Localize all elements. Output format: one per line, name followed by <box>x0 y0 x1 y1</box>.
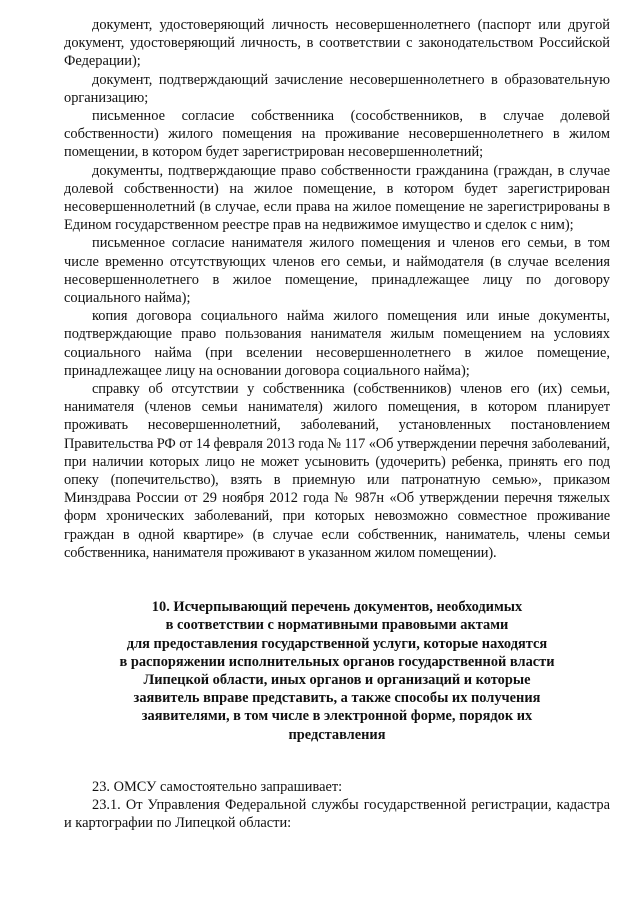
clause-23-1: 23.1. От Управления Федеральной службы государственной регистрации, кадастра и картографии по Липецкой области: <box>64 796 610 832</box>
heading-line: в соответствии с нормативными правовыми актами <box>165 617 509 634</box>
list-item-owner-consent: письменное согласие собственника (сособственников, в случае долевой собственности) жилого помещения на проживание несовершеннолетнего в жилом помещении, в котором будет зарегистрирован несовершеннолетний; <box>64 108 610 161</box>
list-item-tenant-consent: письменное согласие нанимателя жилого помещения и членов его семьи, в том числе временно отсутствующих членов его семьи, и наймодателя (в случае вселения несовершеннолетнего в жилое помещение, принадлежащее лицу по договору социального найма); <box>64 235 610 307</box>
list-item-ownership-documents: документы, подтверждающие право собственности гражданина (граждан, в случае долевой собственности) на жилое помещение, в котором будет зарегистрирован несовершеннолетний (в случае, если права на жилое помещение не зарегистрированы в Едином государственном реестре прав на недвижимое имущество и сделок с ним); <box>64 162 610 234</box>
heading-line: заявителями, в том числе в электронной форме, порядок их <box>141 708 533 725</box>
heading-line: для предоставления государственной услуги, которые находятся <box>126 635 548 652</box>
section-heading <box>64 598 610 744</box>
list-item-health-certificate: справку об отсутствии у собственника (собственников) членов его (их) семьи, нанимателя (членов семьи нанимателя) жилого помещения, в котором планирует проживать несовершеннолетний, заболеваний, установленных постановлением Правительства РФ от 14 февраля 2013 года № 117 «Об утверждении перечня заболеваний, при наличии которых лицо не может усыновить (удочерить) ребенка, принять его под опеку (попечительство), взять в приемную или патронатную семью», приказом Минздрава России от 29 ноября 2012 года № 987н «Об утверждении перечня тяжелых форм хронических заболеваний, при которых невозможно совместное проживание граждан в одной квартире» (в случае если собственник, наниматель, члены семьи собственника, нанимателя проживают в указанном жилом помещении). <box>64 381 610 561</box>
list-item-enrollment-document: документ, подтверждающий зачисление несовершеннолетнего в образовательную организацию; <box>64 71 610 106</box>
heading-line: Липецкой области, иных органов и организаций и которые <box>143 671 531 688</box>
heading-line: в распоряжении исполнительных органов государственной власти <box>119 653 555 670</box>
heading-line: представления <box>288 726 386 743</box>
list-item-identity-document: документ, удостоверяющий личность несовершеннолетнего (паспорт или другой документ, удостоверяющий личность, в соответствии с законодательством Российской Федерации); <box>64 17 610 70</box>
list-item-lease-contract-copy: копия договора социального найма жилого помещения или иные документы, подтверждающие право пользования нанимателя жилым помещением на условиях социального найма (при вселении несовершеннолетнего в жилое помещение, принадлежащее лицу на основании договора социального найма); <box>64 308 610 379</box>
heading-line: заявитель вправе представить, а также способы их получения <box>133 690 541 707</box>
heading-line: 10. Исчерпывающий перечень документов, необходимых <box>151 599 523 616</box>
clause-23: 23. ОМСУ самостоятельно запрашивает: <box>92 778 343 795</box>
